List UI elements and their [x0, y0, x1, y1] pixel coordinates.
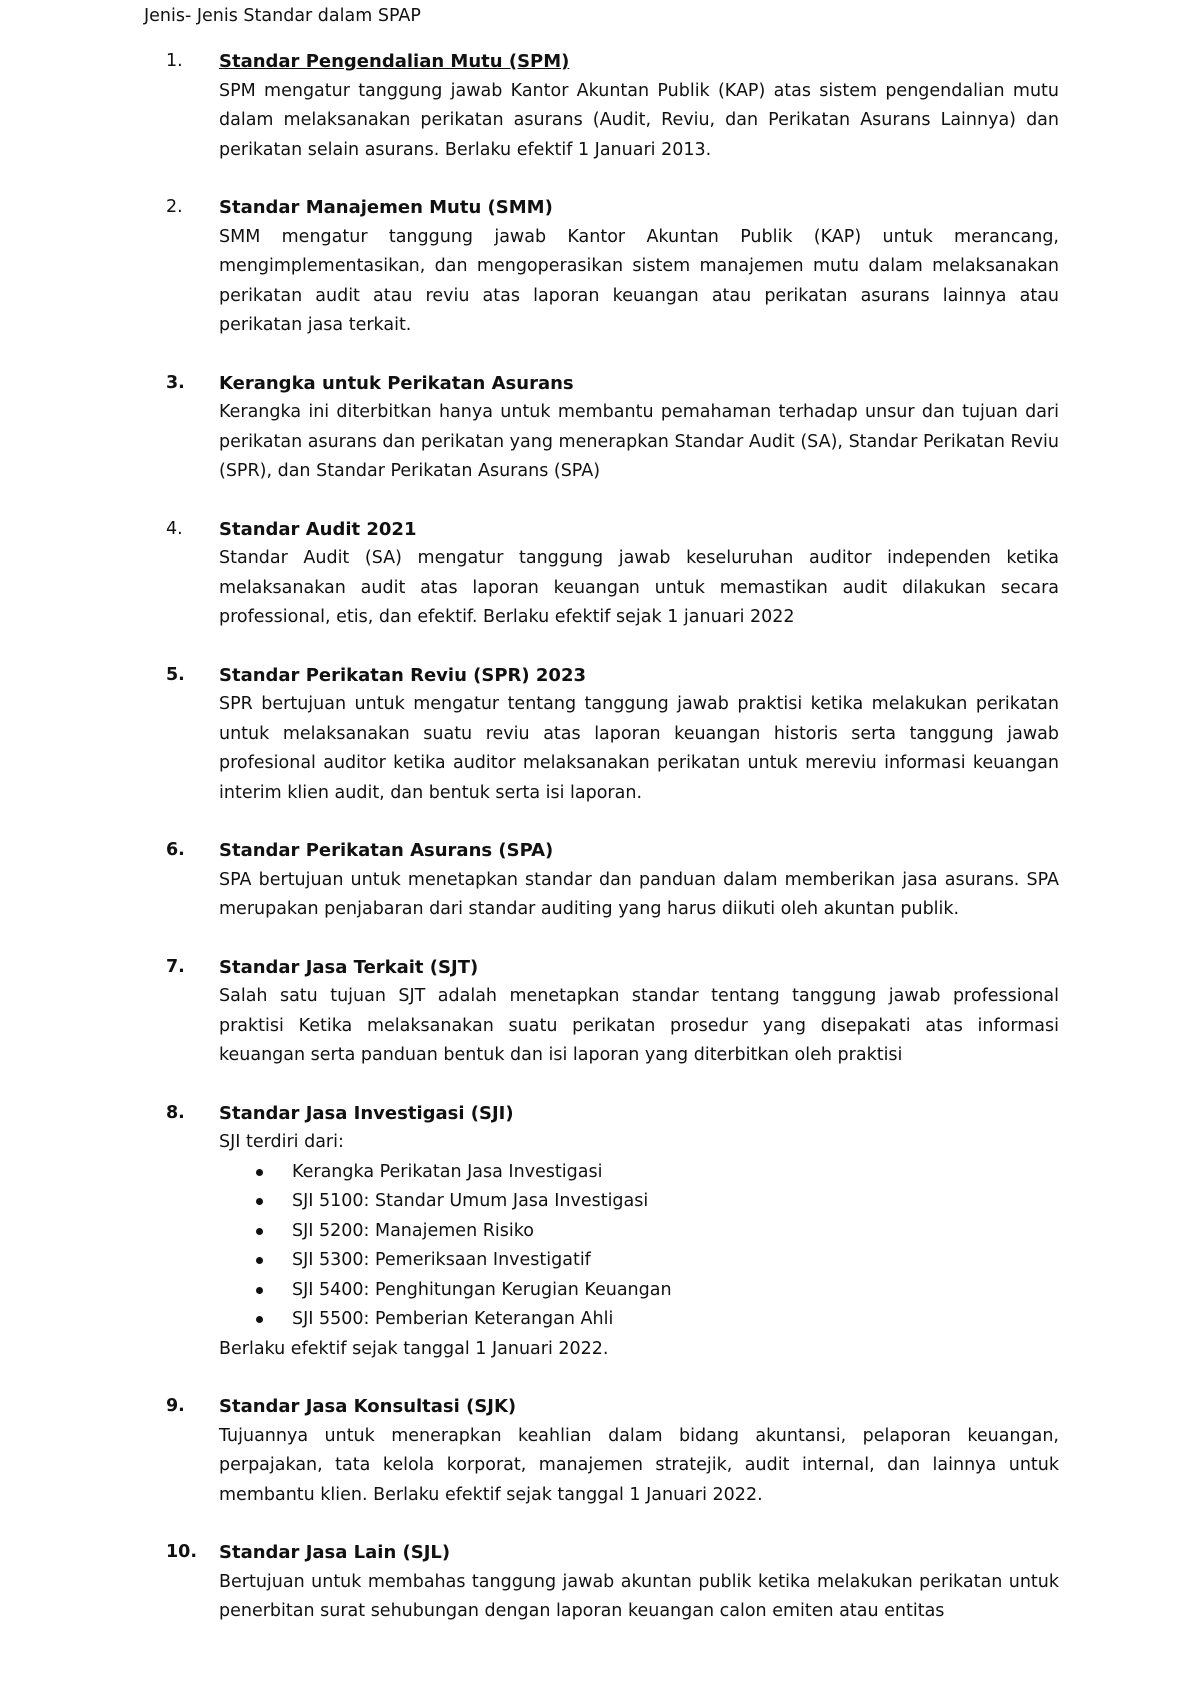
bullet-icon	[256, 1316, 263, 1323]
bullet-item	[292, 1246, 1200, 1276]
list-item-smm	[0, 193, 1200, 341]
item-number: 4.	[166, 518, 183, 539]
item-number: 9.	[166, 1396, 185, 1416]
item-number: 10.	[166, 1542, 198, 1562]
list-item-kerangka	[0, 369, 1200, 487]
list-item-sa	[0, 515, 1200, 633]
item-heading: Standar Jasa Lain (SJL)	[219, 1542, 451, 1563]
item-number: 6.	[166, 840, 185, 860]
list-item-sji	[0, 1099, 1200, 1365]
item-heading: Standar Audit 2021	[219, 518, 417, 540]
item-heading: Standar Perikatan Asurans (SPA)	[219, 840, 554, 861]
item-description: SPR bertujuan untuk mengatur tentang tanggung jawab praktisi ketika melakukan perikatan untuk melaksanakan suatu reviu atas laporan keuangan historis serta tanggung jawab profesional auditor ketika auditor melaksanakan perikatan untuk mereviu informasi keuangan interim klien audit, dan bentuk serta isi laporan.	[219, 694, 1059, 803]
item-intro: SJI terdiri dari:	[219, 1132, 344, 1152]
bullet-text: SJI 5300: Pemeriksaan Investigatif	[292, 1250, 591, 1270]
item-description: Kerangka ini diterbitkan hanya untuk membantu pemahaman terhadap unsur dan tujuan dari perikatan asurans dan perikatan yang menerapkan Standar Audit (SA), Standar Perikatan Reviu (SPR), dan Standar Perikatan Asurans (SPA)	[219, 402, 1059, 481]
bullet-text: SJI 5200: Manajemen Risiko	[292, 1220, 534, 1241]
bullet-item	[292, 1158, 1200, 1188]
item-heading: Standar Pengendalian Mutu (SPM)	[219, 51, 570, 72]
standards-list	[0, 47, 1200, 1655]
item-description: Standar Audit (SA) mengatur tanggung jawab keseluruhan auditor independen ketika melaksanakan audit atas laporan keuangan untuk memastikan audit dilakukan secara professional, etis, dan efektif. Berlaku efektif sejak 1 januari 2022	[219, 548, 1059, 627]
bullet-icon	[256, 1287, 263, 1294]
document-title: Jenis- Jenis Standar dalam SPAP	[144, 6, 421, 26]
item-number: 7.	[166, 956, 185, 977]
item-description: SPM mengatur tanggung jawab Kantor Akuntan Publik (KAP) atas sistem pengendalian mutu dalam melaksanakan perikatan asurans (Audit, Reviu, dan Perikatan Asurans Lainnya) dan perikatan selain asurans. Berlaku efektif 1 Januari 2013.	[219, 80, 1059, 160]
item-description: Tujuannya untuk menerapkan keahlian dalam bidang akuntansi, pelaporan keuangan, perpajakan, tata kelola korporat, manajemen stratejik, audit internal, dan lainnya untuk membantu klien. Berlaku efektif sejak tanggal 1 Januari 2022.	[219, 1425, 1059, 1505]
sji-bullet-list	[0, 1158, 1200, 1335]
bullet-icon	[256, 1169, 263, 1176]
item-number: 5.	[166, 664, 185, 685]
item-heading: Standar Jasa Konsultasi (SJK)	[219, 1396, 517, 1417]
item-description: Salah satu tujuan SJT adalah menetapkan standar tentang tanggung jawab professional praktisi Ketika melaksanakan suatu perikatan prosedur yang disepakati atas informasi keuangan serta panduan bentuk dan isi laporan yang diterbitkan oleh praktisi	[219, 986, 1059, 1065]
item-heading: Kerangka untuk Perikatan Asurans	[219, 372, 574, 394]
bullet-item	[292, 1276, 1200, 1306]
bullet-text: SJI 5400: Penghitungan Kerugian Keuangan	[292, 1279, 672, 1300]
item-outro: Berlaku efektif sejak tanggal 1 Januari 2022.	[219, 1338, 609, 1359]
bullet-text: Kerangka Perikatan Jasa Investigasi	[292, 1161, 603, 1182]
bullet-icon	[256, 1228, 263, 1235]
item-heading: Standar Perikatan Reviu (SPR) 2023	[219, 664, 586, 686]
bullet-icon	[256, 1198, 263, 1205]
bullet-item	[292, 1217, 1200, 1247]
item-number: 1.	[166, 51, 183, 71]
bullet-text: SJI 5100: Standar Umum Jasa Investigasi	[292, 1191, 649, 1211]
item-description: Bertujuan untuk membahas tanggung jawab akuntan publik ketika melakukan perikatan untuk penerbitan surat sehubungan dengan laporan keuangan calon emiten atau entitas	[219, 1571, 1059, 1621]
list-item-sjt	[0, 953, 1200, 1071]
item-heading: Standar Jasa Investigasi (SJI)	[219, 1102, 514, 1124]
item-description: SMM mengatur tanggung jawab Kantor Akuntan Publik (KAP) untuk merancang, mengimplementasikan, dan mengoperasikan sistem manajemen mutu dalam melaksanakan perikatan audit atau reviu atas laporan keuangan atau perikatan asurans lainnya atau perikatan jasa terkait.	[219, 226, 1059, 335]
bullet-icon	[256, 1257, 263, 1264]
list-item-sjk	[0, 1392, 1200, 1510]
item-number: 2.	[166, 197, 183, 217]
item-description: SPA bertujuan untuk menetapkan standar dan panduan dalam memberikan jasa asurans. SPA merupakan penjabaran dari standar auditing yang harus diikuti oleh akuntan publik.	[219, 869, 1059, 919]
item-number: 3.	[166, 372, 185, 393]
list-item-sjl	[0, 1538, 1200, 1627]
item-heading: Standar Jasa Terkait (SJT)	[219, 956, 479, 978]
list-item-spr	[0, 661, 1200, 809]
list-item-spm	[0, 47, 1200, 165]
bullet-item	[292, 1305, 1200, 1335]
item-number: 8.	[166, 1102, 185, 1123]
list-item-spa	[0, 836, 1200, 925]
bullet-item	[292, 1187, 1200, 1217]
bullet-text: SJI 5500: Pemberian Keterangan Ahli	[292, 1309, 614, 1329]
item-heading: Standar Manajemen Mutu (SMM)	[219, 197, 553, 218]
